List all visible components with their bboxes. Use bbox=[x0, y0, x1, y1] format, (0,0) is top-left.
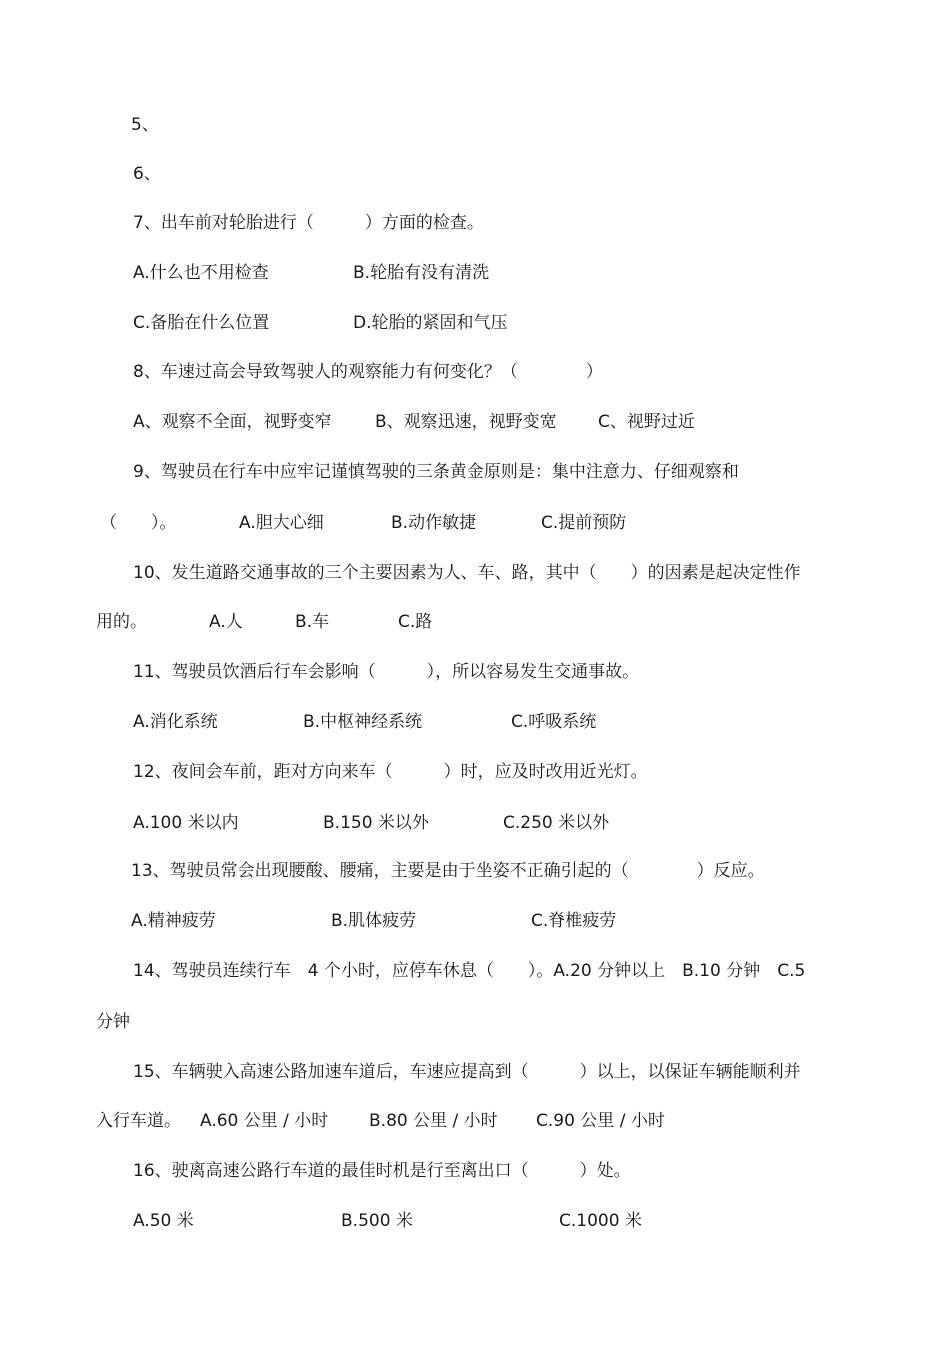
question-11-option-b: B.中枢神经系统 bbox=[303, 712, 423, 732]
question-8-option-b: B、观察迅速，视野变宽 bbox=[375, 412, 557, 432]
question-13-option-c: C.脊椎疲劳 bbox=[531, 911, 617, 931]
question-9-option-a: A.胆大心细 bbox=[239, 513, 324, 533]
question-12-option-a: A.100 米以内 bbox=[133, 813, 239, 833]
question-16-option-c: C.1000 米 bbox=[559, 1211, 642, 1231]
question-7-stem: 7、出车前对轮胎进行（ ）方面的检查。 bbox=[133, 213, 484, 233]
question-16-option-b: B.500 米 bbox=[341, 1211, 413, 1231]
question-13-option-a: A.精神疲劳 bbox=[131, 911, 216, 931]
question-10-option-b: B.车 bbox=[295, 612, 330, 632]
question-8-option-c: C、视野过近 bbox=[598, 412, 695, 432]
question-11-stem: 11、驾驶员饮酒后行车会影响（ ），所以容易发生交通事故。 bbox=[133, 662, 640, 682]
question-7-option-c: C.备胎在什么位置 bbox=[133, 313, 270, 333]
question-15-continuation: 入行车道。 bbox=[96, 1111, 181, 1131]
question-10-continuation: 用的。 bbox=[96, 612, 147, 632]
question-5: 5、 bbox=[131, 115, 159, 135]
question-9-stem: 9、驾驶员在行车中应牢记谨慎驾驶的三条黄金原则是：集中注意力、仔细观察和 bbox=[133, 462, 739, 482]
question-6: 6、 bbox=[133, 164, 161, 184]
question-10-option-a: A.人 bbox=[209, 612, 243, 632]
question-14-continuation: 分钟 bbox=[96, 1012, 130, 1032]
question-14-stem: 14、驾驶员连续行车 4 个小时，应停车休息（ ）。A.20 分钟以上 B.10 分钟 C.5 bbox=[133, 961, 806, 981]
question-10-option-c: C.路 bbox=[398, 612, 433, 632]
question-13-option-b: B.肌体疲劳 bbox=[331, 911, 417, 931]
question-10-stem: 10、发生道路交通事故的三个主要因素为人、车、路，其中（ ）的因素是起决定性作 bbox=[133, 563, 801, 583]
question-12-option-b: B.150 米以外 bbox=[323, 813, 429, 833]
question-15-option-c: C.90 公里 / 小时 bbox=[536, 1111, 665, 1131]
question-8-stem: 8、车速过高会导致驾驶人的观察能力有何变化？（ ） bbox=[133, 362, 603, 382]
question-15-option-a: A.60 公里 / 小时 bbox=[200, 1111, 329, 1131]
question-7-option-a: A.什么也不用检查 bbox=[133, 263, 269, 283]
question-8-option-a: A、观察不全面，视野变窄 bbox=[133, 412, 332, 432]
question-15-stem: 15、车辆驶入高速公路加速车道后，车速应提高到（ ）以上，以保证车辆能顺利并 bbox=[133, 1062, 801, 1082]
question-7-option-d: D.轮胎的紧固和气压 bbox=[353, 313, 508, 333]
question-12-option-c: C.250 米以外 bbox=[503, 813, 610, 833]
question-15-option-b: B.80 公里 / 小时 bbox=[369, 1111, 498, 1131]
question-12-stem: 12、夜间会车前，距对方向来车（ ）时，应及时改用近光灯。 bbox=[133, 762, 648, 782]
question-13-stem: 13、驾驶员常会出现腰酸、腰痛，主要是由于坐姿不正确引起的（ ）反应。 bbox=[131, 861, 765, 881]
question-16-stem: 16、驶离高速公路行车道的最佳时机是行至离出口（ ）处。 bbox=[133, 1161, 631, 1181]
question-9-option-b: B.动作敏捷 bbox=[391, 513, 477, 533]
question-9-option-c: C.提前预防 bbox=[541, 513, 627, 533]
question-9-blank: （ ）。 bbox=[100, 513, 177, 533]
question-11-option-a: A.消化系统 bbox=[133, 712, 218, 732]
question-11-option-c: C.呼吸系统 bbox=[511, 712, 597, 732]
question-7-option-b: B.轮胎有没有清洗 bbox=[353, 263, 490, 283]
question-16-option-a: A.50 米 bbox=[133, 1211, 194, 1231]
